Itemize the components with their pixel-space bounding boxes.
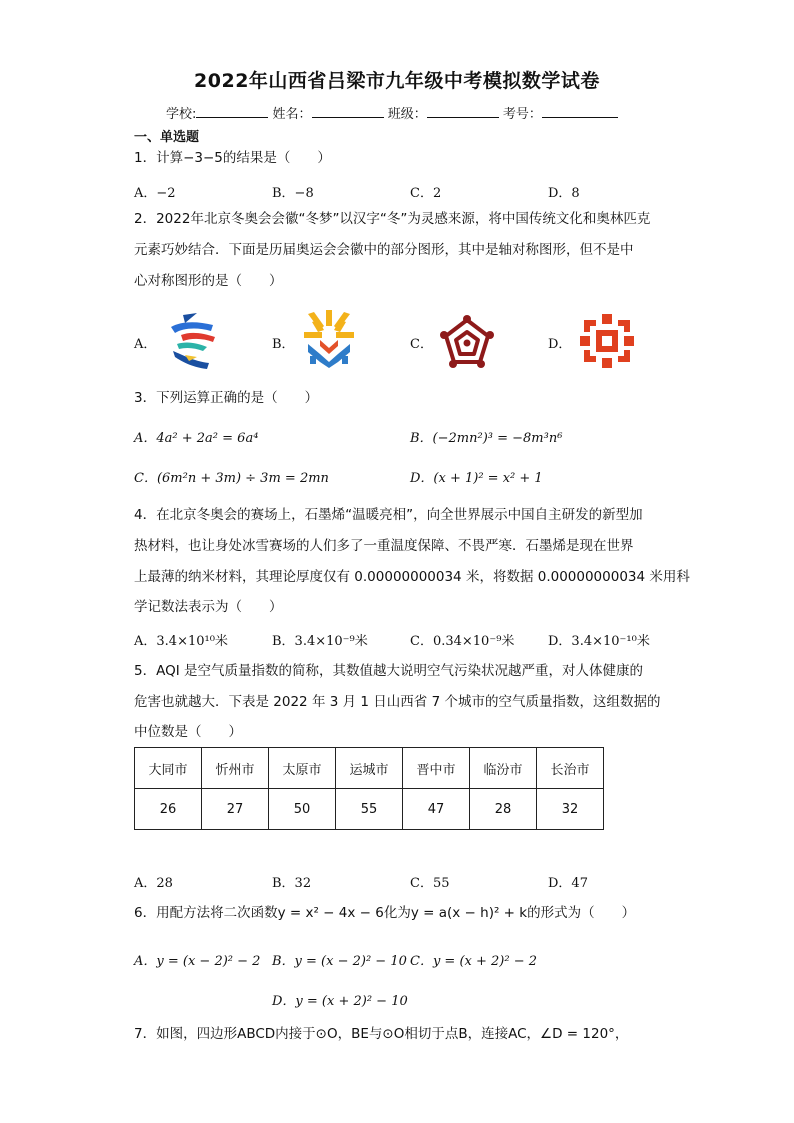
q6-stem: 6．用配方法将二次函数y = x² − 4x − 6化为y = a(x − h)² + k的形式为（ ） xyxy=(134,905,636,921)
q3-option-c[interactable]: C．(6m²n + 3m) ÷ 3m = 2mn xyxy=(134,471,329,486)
id-label: 考号： xyxy=(502,107,542,122)
aqi-table xyxy=(134,747,604,830)
q1-option-d[interactable]: D．8 xyxy=(548,186,580,201)
q5-line-1: 5．AQI 是空气质量指数的简称，其数值越大说明空气污染状况越严重，对人体健康的 xyxy=(134,663,643,679)
q2-label-a[interactable]: A． xyxy=(134,337,157,352)
q4-line-1: 4．在北京冬奥会的赛场上，石墨烯“温暖亮相”，向全世界展示中国自主研发的新型加 xyxy=(134,507,643,523)
school-blank[interactable] xyxy=(196,104,268,118)
q6-option-b[interactable]: B．y = (x − 2)² − 10 xyxy=(272,954,407,969)
q3-option-d[interactable]: D．(x + 1)² = x² + 1 xyxy=(410,471,543,486)
q1-option-c[interactable]: C．2 xyxy=(410,186,442,201)
red-geometric-emblem-icon xyxy=(578,312,636,370)
q5-line-3: 中位数是（ ） xyxy=(134,724,242,740)
q4-line-4: 学记数法表示为（ ） xyxy=(134,599,283,615)
table-cell-value: 47 xyxy=(403,789,470,830)
q6-option-d[interactable]: D．y = (x + 2)² − 10 xyxy=(272,994,408,1009)
q1-option-b[interactable]: B．−8 xyxy=(272,186,314,201)
id-blank[interactable] xyxy=(542,104,618,118)
q6-option-a[interactable]: A．y = (x − 2)² − 2 xyxy=(134,954,261,969)
q4-line-3: 上最薄的纳米材料，其理论厚度仅有 0.00000000034 米，将数据 0.00000000034 米用科 xyxy=(134,569,690,585)
q1-stem: 1．计算−3−5的结果是（ ） xyxy=(134,150,331,166)
table-cell-value: 27 xyxy=(202,789,269,830)
section-heading: 一、单选题 xyxy=(134,130,200,145)
name-blank[interactable] xyxy=(312,104,384,118)
pentagon-star-emblem-icon xyxy=(438,314,496,372)
q3-option-b[interactable]: B．(−2mn²)³ = −8m³n⁶ xyxy=(410,431,563,446)
q2-label-b[interactable]: B． xyxy=(272,337,295,352)
table-cell-value: 26 xyxy=(135,789,202,830)
school-label: 学校: xyxy=(166,107,197,122)
q5-option-a[interactable]: A．28 xyxy=(134,876,173,891)
q5-line-2: 危害也就越大．下表是 2022 年 3 月 1 日山西省 7 个城市的空气质量指数，这组数据的 xyxy=(134,694,661,710)
q3-option-a[interactable]: A．4a² + 2a² = 6a⁴ xyxy=(134,431,259,446)
q4-option-d[interactable]: D．3.4×10⁻¹⁰米 xyxy=(548,634,650,649)
q4-option-a[interactable]: A．3.4×10¹⁰米 xyxy=(134,634,228,649)
table-cell-value: 50 xyxy=(269,789,336,830)
table-cell-city: 临汾市 xyxy=(470,748,537,789)
q7-stem: 7．如图，四边形ABCD内接于⊙O，BE与⊙O相切于点B，连接AC，∠D = 120°， xyxy=(134,1026,629,1042)
q2-label-c[interactable]: C． xyxy=(410,337,433,352)
q1-option-a[interactable]: A．−2 xyxy=(134,186,176,201)
table-cell-city: 运城市 xyxy=(336,748,403,789)
q3-stem: 3．下列运算正确的是（ ） xyxy=(134,390,319,406)
table-cell-value: 55 xyxy=(336,789,403,830)
table-cell-city: 晋中市 xyxy=(403,748,470,789)
table-row xyxy=(135,789,604,830)
table-cell-city: 忻州市 xyxy=(202,748,269,789)
beijing-2022-emblem-icon xyxy=(163,311,219,371)
table-row xyxy=(135,748,604,789)
page-title: 2022年山西省吕梁市九年级中考模拟数学试卷 xyxy=(194,70,600,92)
table-cell-value: 28 xyxy=(470,789,537,830)
table-cell-city: 长治市 xyxy=(537,748,604,789)
q5-option-b[interactable]: B．32 xyxy=(272,876,312,891)
q2-line-2: 元素巧妙结合．下面是历届奥运会会徽中的部分图形，其中是轴对称图形，但不是中 xyxy=(134,242,634,258)
class-blank[interactable] xyxy=(427,104,499,118)
student-info xyxy=(166,103,618,122)
table-cell-city: 太原市 xyxy=(269,748,336,789)
q4-option-c[interactable]: C．0.34×10⁻⁹米 xyxy=(410,634,515,649)
q2-line-3: 心对称图形的是（ ） xyxy=(134,273,283,289)
q5-option-d[interactable]: D．47 xyxy=(548,876,588,891)
q4-line-2: 热材料，也让身处冰雪赛场的人们多了一重温度保障、不畏严寒．石墨烯是现在世界 xyxy=(134,538,634,554)
table-cell-value: 32 xyxy=(537,789,604,830)
name-label: 姓名： xyxy=(272,107,312,122)
q6-option-c[interactable]: C．y = (x + 2)² − 2 xyxy=(410,954,537,969)
q5-option-c[interactable]: C．55 xyxy=(410,876,450,891)
snowflake-emblem-icon xyxy=(300,308,358,370)
q2-label-d[interactable]: D． xyxy=(548,337,572,352)
class-label: 班级： xyxy=(387,107,427,122)
q4-option-b[interactable]: B．3.4×10⁻⁹米 xyxy=(272,634,368,649)
table-cell-city: 大同市 xyxy=(135,748,202,789)
q2-line-1: 2．2022年北京冬奥会会徽“冬梦”以汉字“冬”为灵感来源，将中国传统文化和奥林匹克 xyxy=(134,211,651,227)
